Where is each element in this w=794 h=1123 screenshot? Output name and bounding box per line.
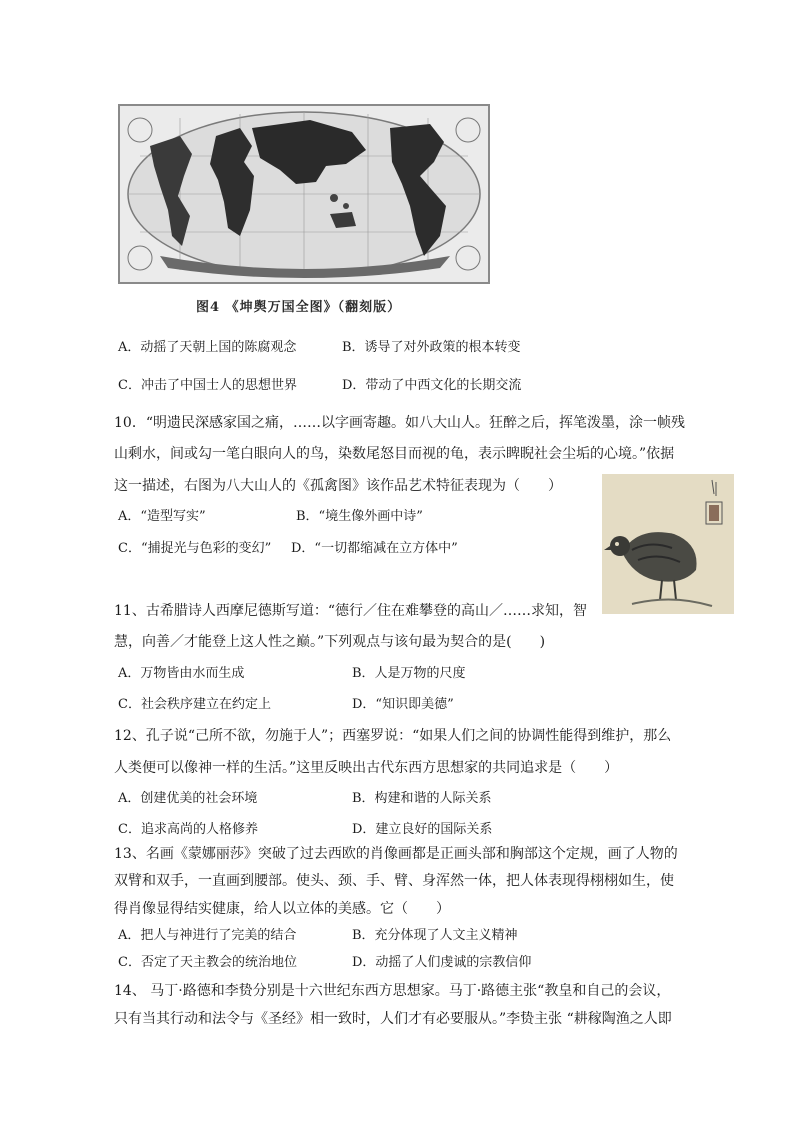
q10-stem-line-1: 10．“明遗民深感家国之痛，……以字画寄趣。如八大山人。狂醉之后，挥笔泼墨，涂一帧残 <box>114 415 685 431</box>
q10-option-b: B．“境生像外画中诗” <box>296 509 423 524</box>
q11-option-a: A．万物皆由水而生成 <box>118 666 245 681</box>
q13-stem-line-3: 得肖像显得结实健康，给人以立体的美感。它（ ） <box>114 901 450 917</box>
q10-option-a: A．“造型写实” <box>118 509 206 524</box>
q10-option-d: D．“一切都缩减在立方体中” <box>291 541 458 556</box>
q11-option-d: D．“知识即美德” <box>352 697 454 712</box>
q12-stem-line-1: 12、孔子说“己所不欲，勿施于人”；西塞罗说：“如果人们之间的协调性能得到维护，那么 <box>114 728 672 744</box>
q9-option-a: A．动摇了天朝上国的陈腐观念 <box>118 340 297 355</box>
q14-stem-line-1: 14、 马丁·路德和李贽分别是十六世纪东西方思想家。马丁·路德主张“教皇和自己的会议， <box>114 983 671 999</box>
q13-stem-line-2: 双臂和双手，一直画到腰部。使头、颈、手、臂、身浑然一体，把人体表现得栩栩如生，使 <box>114 873 674 889</box>
q13-option-b: B．充分体现了人文主义精神 <box>352 928 518 943</box>
q11-option-b: B．人是万物的尺度 <box>352 666 466 681</box>
q9-option-c: C．冲击了中国士人的思想世界 <box>118 378 297 393</box>
q13-stem-line-1: 13、名画《蒙娜丽莎》突破了过去西欧的肖像画都是正画头部和胸部这个定规，画了人物的 <box>114 846 678 862</box>
q13-option-d: D．动摇了人们虔诚的宗教信仰 <box>352 955 532 970</box>
q10-stem-line-2: 山剩水，间或勾一笔白眼向人的鸟，染数尾怒目而视的龟，表示睥睨社会尘垢的心境。”依据 <box>114 446 675 462</box>
q12-option-b: B．构建和谐的人际关系 <box>352 791 492 806</box>
q12-option-d: D．建立良好的国际关系 <box>352 822 493 837</box>
q9-option-b: B．诱导了对外政策的根本转变 <box>342 340 521 355</box>
q12-stem-line-2: 人类便可以像神一样的生活。”这里反映出古代东西方思想家的共同追求是（ ） <box>114 760 619 776</box>
map-figure <box>118 104 490 326</box>
q11-stem-line-1: 11、古希腊诗人西摩尼德斯写道：“德行／住在难攀登的高山／……求知，智 <box>114 603 587 619</box>
q12-option-c: C．追求高尚的人格修养 <box>118 822 258 837</box>
q9-option-d: D．带动了中西文化的长期交流 <box>342 378 522 393</box>
world-map-image <box>118 104 490 284</box>
q12-option-a: A．创建优美的社会环境 <box>118 791 258 806</box>
figure-caption: 图4 《坤舆万国全图》（翻刻版） <box>196 300 402 315</box>
q13-option-c: C．否定了天主教会的统治地位 <box>118 955 297 970</box>
bird-painting-image <box>602 474 734 614</box>
q10-option-c: C．“捕捉光与色彩的变幻” <box>118 541 272 556</box>
q11-stem-line-2: 慧，向善／才能登上这人性之巅。”下列观点与该句最为契合的是( ) <box>114 634 546 650</box>
q14-stem-line-2: 只有当其行动和法令与《圣经》相一致时，人们才有必要服从。”李贽主张 “耕稼陶渔之人即 <box>114 1011 672 1027</box>
q10-stem-line-3: 这一描述，右图为八大山人的《孤禽图》该作品艺术特征表现为（ ） <box>114 478 562 494</box>
q11-option-c: C．社会秩序建立在约定上 <box>118 697 271 712</box>
q13-option-a: A．把人与神进行了完美的结合 <box>118 928 297 943</box>
